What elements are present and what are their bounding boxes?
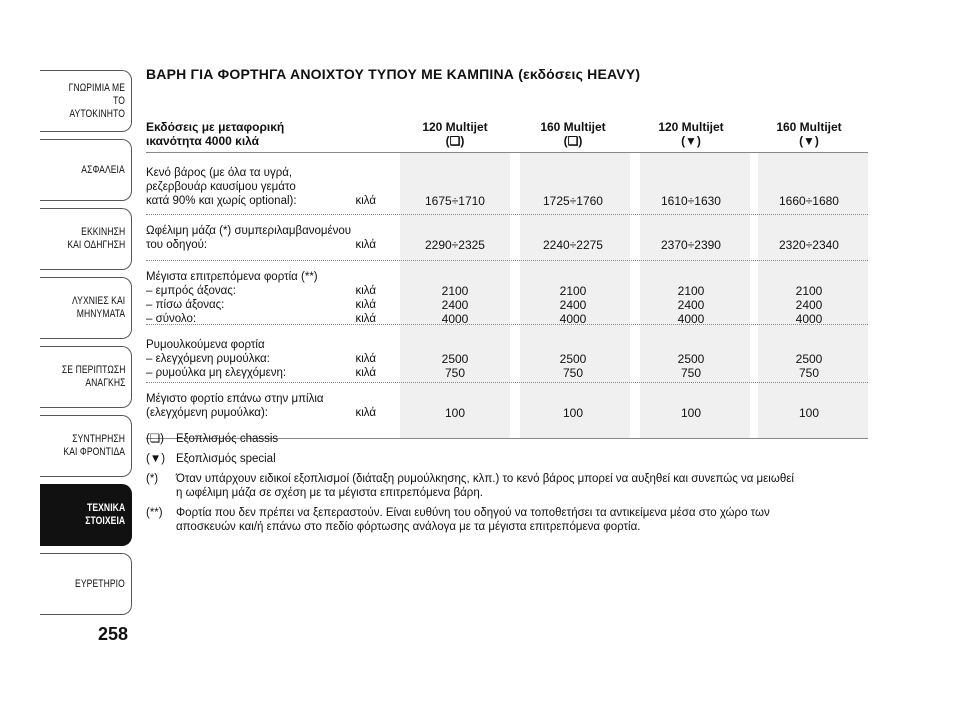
chapter-tab-label: ΣΥΝΤΗΡΗΣΗ ΚΑΙ ΦΡΟΝΤΙΔΑ: [63, 433, 125, 458]
column-header-name: 120 Multijet: [422, 120, 488, 134]
column-header-symbol: (❏): [445, 134, 465, 148]
table-left-header: Εκδόσεις με μεταφορική ικανότητα 4000 κιλά: [146, 120, 285, 148]
footnotes: [146, 432, 868, 540]
chapter-tab-label: ΤΕΧΝΙΚΑ ΣΤΟΙΧΕΙΑ: [85, 502, 125, 527]
row-separator: [146, 152, 868, 153]
footnote-text: Εξοπλισμός chassis: [176, 433, 279, 445]
column-header-symbol: (❏): [563, 134, 583, 148]
chapter-tab-3[interactable]: [40, 208, 132, 270]
table-cell: 100: [562, 406, 584, 420]
chapter-tab-8[interactable]: [40, 553, 132, 615]
page-title: ΒΑΡΗ ΓΙΑ ΦΟΡΤΗΓΑ ΑΝΟΙΧΤΟΥ ΤΥΠΟΥ ΜΕ ΚΑΜΠΙΝΑ (εκδόσεις HEAVY): [146, 66, 641, 82]
table-cell: 100: [444, 406, 466, 420]
page-number: 258: [98, 624, 129, 644]
table-cell: 2500 750: [677, 352, 705, 380]
chapter-tab-label: ΕΚΚΙΝΗΣΗ ΚΑΙ ΟΔΗΓΗΣΗ: [67, 226, 125, 251]
column-header: [396, 120, 514, 148]
table-cell: 100: [680, 406, 702, 420]
footnote-mark: (▼): [146, 453, 166, 465]
footnote: [146, 506, 868, 534]
chapter-tab-5[interactable]: [40, 346, 132, 408]
chapter-tab-1[interactable]: [40, 70, 132, 132]
weights-table: [146, 92, 868, 438]
column-header: [514, 120, 632, 148]
row-label: Μέγιστο φορτίο επάνω στην μπίλια (ελεγχόμενη ρυμούλκα):: [146, 393, 324, 419]
table-cell: 2320÷2340: [779, 238, 839, 252]
chapter-tab-2[interactable]: [40, 139, 132, 201]
row-unit: κιλά: [355, 239, 376, 251]
column-header: [750, 120, 868, 148]
footnote-text: Όταν υπάρχουν ειδικοί εξοπλισμοί (διάταξη ρυμούλκησης, κλπ.) το κενό βάρος μπορεί να αυξηθεί και συνεπώς να μειωθεί η ωφέλιμη μάζα σε σχέση με τα μέγιστα επιτρεπόμενα βάρη.: [176, 473, 794, 499]
main-content: [146, 66, 868, 438]
column-header-name: 160 Multijet: [540, 120, 606, 134]
chapter-tab-4[interactable]: [40, 277, 132, 339]
table-cell: 100: [798, 406, 820, 420]
table-cell: 2100 2400 4000: [559, 284, 587, 326]
row-unit: κιλά κιλά κιλά: [355, 285, 376, 325]
footnote: [146, 452, 868, 466]
table-cell: 2100 2400 4000: [795, 284, 823, 326]
chapter-tab-7[interactable]: [40, 484, 132, 546]
row-label: Μέγιστα επιτρεπόμενα φορτία (**) – εμπρός άξονας: – πίσω άξονας: – σύνολο:: [146, 271, 318, 325]
column-header-name: 120 Multijet: [658, 120, 724, 134]
table-cell: 2100 2400 4000: [677, 284, 705, 326]
chapter-tab-label: ΑΣΦΑΛΕΙΑ: [81, 163, 125, 176]
row-label: Ρυμουλκούμενα φορτία – ελεγχόμενη ρυμούλκα: – ρυμούλκα μη ελεγχόμενη:: [146, 339, 287, 379]
table-cell: 2370÷2390: [661, 238, 721, 252]
table-cell: 1660÷1680: [779, 194, 839, 208]
footnote-mark: (❏): [146, 433, 164, 445]
chapter-tab-label: ΓΝΩΡΙΜΙΑ ΜΕ ΤΟ ΑΥΤΟΚΙΝΗΤΟ: [68, 81, 125, 120]
row-separator: [146, 260, 868, 261]
table-cell: 1610÷1630: [661, 194, 721, 208]
footnote-text: Φορτία που δεν πρέπει να ξεπεραστούν. Είναι ευθύνη του οδηγού να τοποθετήσει τα αντικείμενα μέσα στο χώρο των αποσκευών και/ή επάνω στο πεδίο φόρτωσης ανάλογα με τα μέγιστα επιτρεπόμενα φορτία.: [176, 507, 770, 533]
row-label: Κενό βάρος (με όλα τα υγρά, ρεζερβουάρ καυσίμου γεμάτο κατά 90% και χωρίς optional):: [146, 167, 297, 207]
row-separator: [146, 382, 868, 383]
column-header-name: 160 Multijet: [776, 120, 842, 134]
chapter-tab-label: ΣΕ ΠΕΡΙΠΤΩΣΗ ΑΝΑΓΚΗΣ: [61, 364, 125, 389]
chapter-tab-label: ΛΥΧΝΙΕΣ ΚΑΙ ΜΗΝΥΜΑΤΑ: [71, 295, 125, 320]
table-cell: 2290÷2325: [425, 238, 485, 252]
footnote: [146, 472, 868, 500]
row-unit: κιλά: [355, 407, 376, 419]
table-cell: 2240÷2275: [543, 238, 603, 252]
row-label: Ωφέλιμη μάζα (*) συμπεριλαμβανομένου του οδηγού:: [146, 225, 352, 251]
footnote-mark: (*): [146, 473, 159, 485]
row-separator: [146, 214, 868, 215]
footnote-mark: (**): [146, 507, 163, 519]
table-cell: 2500 750: [559, 352, 587, 380]
chapter-tab-6[interactable]: [40, 415, 132, 477]
table-cell: 2500 750: [441, 352, 469, 380]
column-header: [632, 120, 750, 148]
row-unit: κιλά κιλά: [355, 353, 376, 379]
table-cell: 2500 750: [795, 352, 823, 380]
table-cell: 1675÷1710: [425, 194, 485, 208]
chapter-tab-label: ΕΥΡΕΤΗΡΙΟ: [75, 577, 125, 590]
footnote: [146, 432, 868, 446]
column-header-symbol: (▼): [681, 134, 701, 148]
row-unit: κιλά: [355, 195, 376, 207]
table-cell: 2100 2400 4000: [441, 284, 469, 326]
column-header-symbol: (▼): [799, 134, 819, 148]
chapter-sidebar: [40, 70, 132, 622]
table-cell: 1725÷1760: [543, 194, 603, 208]
footnote-text: Εξοπλισμός special: [176, 453, 276, 465]
